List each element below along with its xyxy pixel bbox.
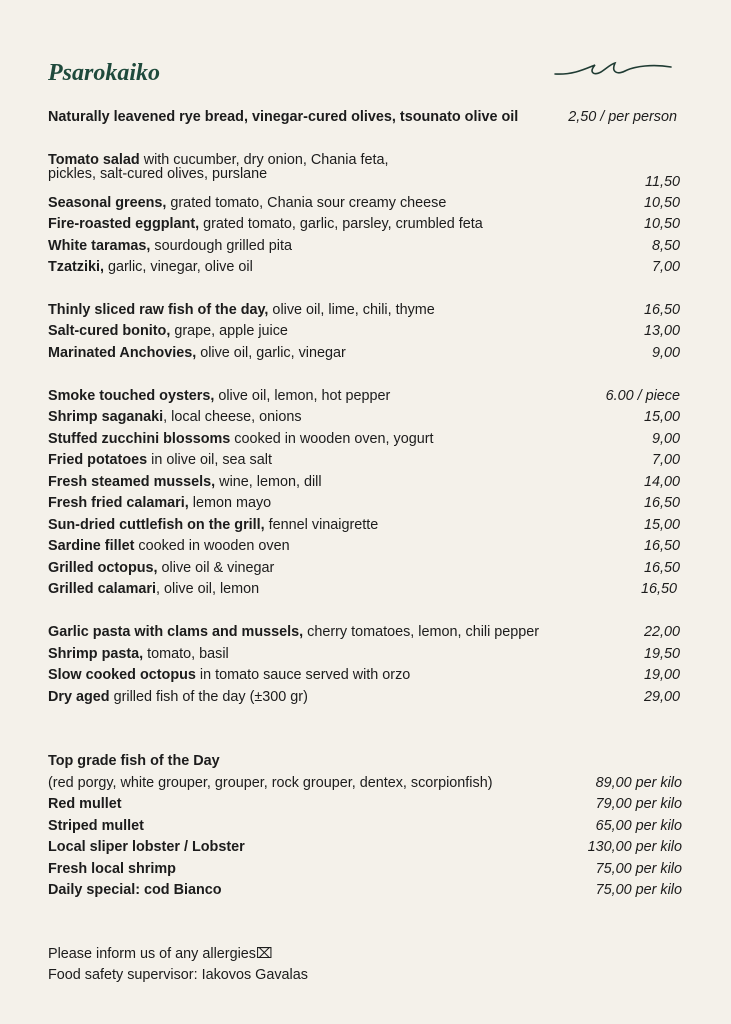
food-safety-supervisor: Food safety supervisor: Iakovos Gavalas	[48, 967, 308, 983]
menu-item: Grilled calamari, olive oil, lemon 16,50	[48, 581, 677, 597]
menu-item: Shrimp saganaki, local cheese, onions 15,00	[48, 409, 680, 425]
item-price: 29,00	[643, 689, 680, 705]
item-price: 10,50	[643, 195, 680, 211]
item-price: 75,00 per kilo	[595, 861, 682, 877]
menu-item: Thinly sliced raw fish of the day, olive oil, lime, chili, thyme 16,50	[48, 302, 680, 318]
menu-item: Fresh local shrimp 75,00 per kilo	[48, 861, 682, 877]
item-price: 11,50	[645, 174, 680, 190]
item-price: 65,00 per kilo	[595, 818, 682, 834]
item-price: 22,00	[643, 624, 680, 640]
menu-item: Grilled octopus, olive oil & vinegar 16,50	[48, 560, 680, 576]
item-price: 14,00	[643, 474, 680, 490]
item-price: 16,50	[643, 302, 680, 318]
page-title: Psarokaiko	[48, 60, 161, 86]
item-price: 15,00	[643, 409, 680, 425]
menu-item: White taramas, sourdough grilled pita 8,50	[48, 238, 680, 254]
item-price: 7,00	[651, 452, 680, 468]
menu-item: Daily special: cod Bianco 75,00 per kilo	[48, 882, 682, 898]
menu-item-bread: Naturally leavened rye bread, vinegar-cured olives, tsounato olive oil 2,50 / per person	[48, 109, 677, 125]
item-price: 8,50	[651, 238, 680, 254]
menu-item: Slow cooked octopus in tomato sauce served with orzo 19,00	[48, 667, 680, 683]
menu-item: Local sliper lobster / Lobster 130,00 per kilo	[48, 839, 682, 855]
menu-item: Salt-cured bonito, grape, apple juice 13,00	[48, 323, 680, 339]
wave-icon	[553, 60, 673, 80]
item-price: 15,00	[643, 517, 680, 533]
menu-item-tomato-salad-line2: pickles, salt-cured olives, purslane	[48, 166, 268, 182]
item-price: 19,00	[643, 667, 680, 683]
item-price: 75,00 per kilo	[595, 882, 682, 898]
menu-item: Stuffed zucchini blossoms cooked in wooden oven, yogurt 9,00	[48, 431, 680, 447]
menu-item: Tzatziki, garlic, vinegar, olive oil 7,00	[48, 259, 680, 275]
menu-item: Red mullet 79,00 per kilo	[48, 796, 682, 812]
menu-item: Smoke touched oysters, olive oil, lemon, hot pepper 6.00 / piece	[48, 388, 680, 404]
item-price: 10,50	[643, 216, 680, 232]
allergy-notice: Please inform us of any allergies⌧	[48, 946, 273, 962]
menu-item: Marinated Anchovies, olive oil, garlic, vinegar 9,00	[48, 345, 680, 361]
menu-item: Dry aged grilled fish of the day (±300 gr) 29,00	[48, 689, 680, 705]
menu-item: Fire-roasted eggplant, grated tomato, garlic, parsley, crumbled feta 10,50	[48, 216, 680, 232]
item-price: 89,00 per kilo	[595, 775, 682, 791]
item-price: 16,50	[640, 581, 677, 597]
item-price: 16,50	[643, 560, 680, 576]
menu-item: Sun-dried cuttlefish on the grill, fennel vinaigrette 15,00	[48, 517, 680, 533]
menu-item: Shrimp pasta, tomato, basil 19,50	[48, 646, 680, 662]
menu-item: Fresh fried calamari, lemon mayo 16,50	[48, 495, 680, 511]
item-price: 6.00 / piece	[605, 388, 680, 404]
item-price: 19,50	[643, 646, 680, 662]
item-price: 9,00	[651, 431, 680, 447]
item-price: 130,00 per kilo	[587, 839, 682, 855]
menu-item: Seasonal greens, grated tomato, Chania sour creamy cheese 10,50	[48, 195, 680, 211]
menu-item: Fresh steamed mussels, wine, lemon, dill 14,00	[48, 474, 680, 490]
menu-item-tomato-salad: Tomato salad with cucumber, dry onion, Chania feta,	[48, 152, 389, 168]
menu-item: Fried potatoes in olive oil, sea salt 7,00	[48, 452, 680, 468]
item-price: 13,00	[643, 323, 680, 339]
item-price: 7,00	[651, 259, 680, 275]
item-price: 16,50	[643, 495, 680, 511]
item-price: 79,00 per kilo	[595, 796, 682, 812]
menu-item: Garlic pasta with clams and mussels, cherry tomatoes, lemon, chili pepper 22,00	[48, 624, 680, 640]
item-price: 9,00	[651, 345, 680, 361]
item-price: 2,50 / per person	[568, 109, 677, 125]
item-price: 16,50	[643, 538, 680, 554]
menu-item: Striped mullet 65,00 per kilo	[48, 818, 682, 834]
fish-section-header: Top grade fish of the Day	[48, 753, 220, 769]
menu-item: Sardine fillet cooked in wooden oven 16,50	[48, 538, 680, 554]
fish-section-subtitle: (red porgy, white grouper, grouper, rock grouper, dentex, scorpionfish) 89,00 per kilo	[48, 775, 682, 791]
